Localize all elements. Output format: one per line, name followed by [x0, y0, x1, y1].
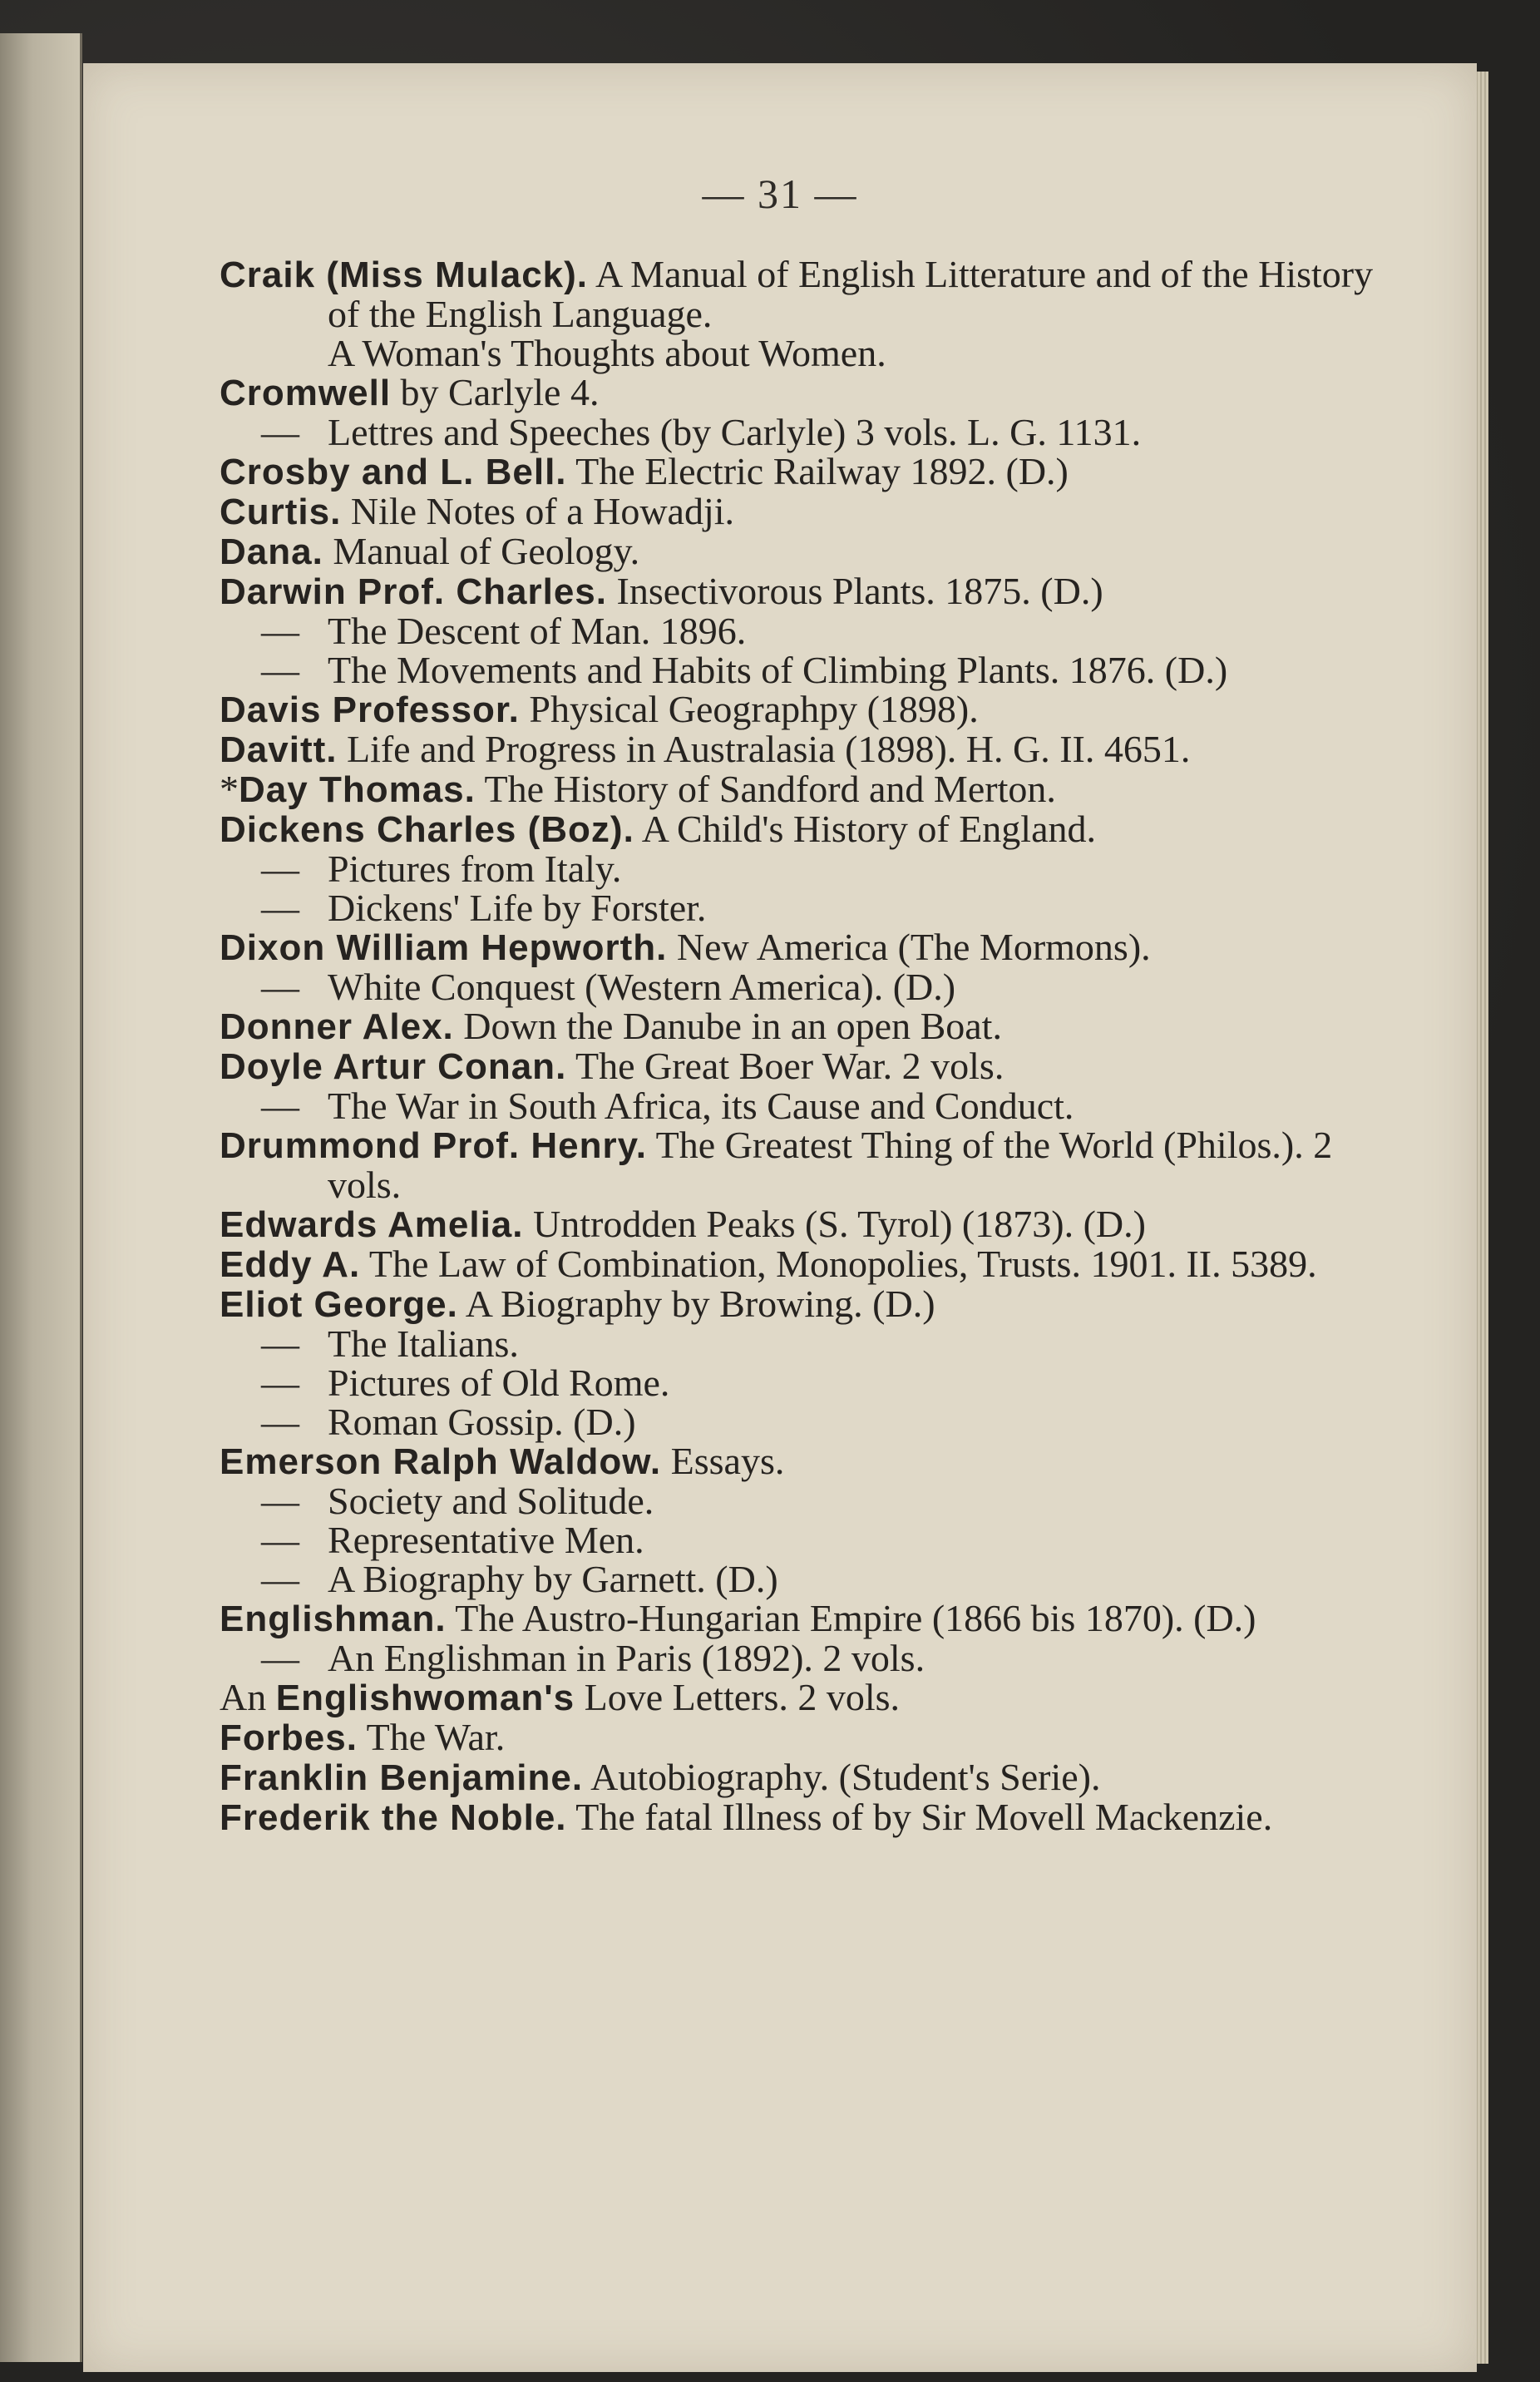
entry-text: Love Letters. 2 vols.: [575, 1676, 901, 1718]
entry-author: Dixon William Hepworth.: [220, 927, 668, 968]
entry-prefix: An: [220, 1676, 276, 1718]
entry-text: White Conquest (Western America). (D.): [328, 966, 956, 1008]
ditto-dash: —: [261, 848, 299, 890]
entry-text: Manual of Geology.: [323, 530, 640, 572]
bibliography-entry: [220, 1125, 1384, 1204]
entry-author: Davis Professor.: [220, 689, 520, 730]
entry-author: Donner Alex.: [220, 1006, 454, 1047]
entry-text: The Law of Combination, Monopolies, Trusts. 1901. II. 5389.: [360, 1243, 1317, 1285]
entry-author: Cromwell: [220, 373, 392, 413]
entry-text: Roman Gossip. (D.): [328, 1401, 636, 1443]
bibliography-entry: [220, 1441, 1384, 1481]
entry-text: Life and Progress in Australasia (1898). H. G. II. 4651.: [337, 728, 1191, 770]
entry-text: New America (The Mormons).: [667, 926, 1151, 968]
entry-text: Dickens' Life by Forster.: [328, 887, 707, 929]
bibliography-entry: [220, 1757, 1384, 1797]
ditto-dash: —: [261, 610, 299, 652]
entry-text: The Electric Railway 1892. (D.): [566, 450, 1069, 492]
entry-author: Dana.: [220, 531, 323, 572]
ditto-dash: —: [261, 1361, 299, 1404]
entry-author: Franklin Benjamine.: [220, 1757, 584, 1798]
entry-text: The War.: [357, 1716, 506, 1758]
ditto-dash: —: [261, 1085, 299, 1127]
bibliography-entry: [220, 1244, 1384, 1284]
bibliography-entry: [220, 1284, 1384, 1324]
entry-author: Englishwoman's: [275, 1678, 575, 1718]
bibliography-entry: [220, 927, 1384, 967]
entry-prefix: *: [220, 768, 239, 810]
entry-text: The History of Sandford and Merton.: [475, 768, 1056, 810]
ditto-dash: —: [261, 1519, 299, 1561]
entry-text: The fatal Illness of by Sir Movell Mackenzie.: [566, 1796, 1273, 1838]
ditto-dash: —: [261, 1558, 299, 1600]
entry-text: A Biography by Browing. (D.): [457, 1282, 935, 1325]
bibliography-entry: [220, 373, 1384, 413]
entry-text: The Movements and Habits of Climbing Plants. 1876. (D.): [328, 649, 1228, 691]
entry-author: Eliot George.: [220, 1284, 458, 1325]
entry-author: Emerson Ralph Waldow.: [220, 1441, 662, 1482]
entry-text: A Manual of English Litterature and of the History of the English Language.: [328, 253, 1374, 335]
entry-author: Doyle Artur Conan.: [220, 1046, 567, 1087]
bibliography-entry: [220, 1797, 1384, 1837]
entry-author: Crosby and L. Bell.: [220, 452, 567, 492]
entry-author: Dickens Charles (Boz).: [220, 809, 634, 850]
entry-text: The Great Boer War. 2 vols.: [566, 1045, 1004, 1087]
entry-author: Frederik the Noble.: [220, 1797, 567, 1838]
entry-author: Edwards Amelia.: [220, 1204, 524, 1245]
bibliography-entry: [220, 888, 1384, 927]
bibliography-entry: [220, 967, 1384, 1006]
entry-author: Curtis.: [220, 492, 342, 532]
entry-author: Darwin Prof. Charles.: [220, 571, 608, 612]
entry-text: Essays.: [661, 1440, 785, 1482]
ditto-dash: —: [261, 966, 299, 1008]
bibliography-entry: [220, 1006, 1384, 1046]
bibliography-entry: [220, 1678, 1384, 1717]
bibliography-entry: [220, 769, 1384, 809]
entry-text: The Austro-Hungarian Empire (1866 bis 1870). (D.): [446, 1597, 1256, 1639]
bibliography-entry: [220, 689, 1384, 729]
entry-text: by Carlyle 4.: [391, 371, 600, 413]
bibliography-entry: [220, 809, 1384, 849]
bibliography-entry: [220, 1402, 1384, 1441]
book-page: [83, 63, 1477, 2372]
entry-text: Representative Men.: [328, 1519, 644, 1561]
bibliography-entry: [220, 1520, 1384, 1559]
bibliography-entry: [220, 849, 1384, 888]
bibliography-list: [220, 255, 1384, 1837]
bibliography-entry: [220, 531, 1384, 571]
ditto-dash: —: [261, 1401, 299, 1443]
previous-page-edge: [0, 33, 82, 2362]
bibliography-entry: [220, 650, 1384, 689]
ditto-dash: —: [261, 887, 299, 929]
entry-text: A Biography by Garnett. (D.): [328, 1558, 778, 1600]
bibliography-entry: [220, 729, 1384, 769]
entry-text: Untrodden Peaks (S. Tyrol) (1873). (D.): [523, 1203, 1146, 1245]
ditto-dash: —: [261, 649, 299, 691]
bibliography-entry: [220, 1599, 1384, 1638]
entry-author: Drummond Prof. Henry.: [220, 1125, 648, 1166]
entry-author: Eddy A.: [220, 1244, 361, 1285]
bibliography-entry: [220, 1717, 1384, 1757]
bibliography-entry: [220, 1046, 1384, 1086]
entry-author: Craik (Miss Mulack).: [220, 255, 589, 295]
bibliography-entry: [220, 1559, 1384, 1599]
bibliography-entry: [220, 1086, 1384, 1125]
entry-text: Autobiography. (Student's Serie).: [583, 1756, 1101, 1798]
entry-text: Lettres and Speeches (by Carlyle) 3 vols. L. G. 1131.: [328, 411, 1142, 453]
entry-author: Forbes.: [220, 1717, 358, 1758]
bibliography-entry: [220, 1363, 1384, 1402]
entry-text: An Englishman in Paris (1892). 2 vols.: [328, 1637, 925, 1679]
bibliography-entry: [220, 413, 1384, 452]
entry-text: A Child's History of England.: [634, 808, 1097, 850]
bibliography-entry: [220, 334, 1384, 373]
entry-text: Physical Geographpy (1898).: [519, 688, 979, 730]
bibliography-entry: [220, 255, 1384, 334]
entry-text: Insectivorous Plants. 1875. (D.): [607, 570, 1103, 612]
entry-text: The War in South Africa, its Cause and Conduct.: [328, 1085, 1074, 1127]
entry-text: The Italians.: [328, 1322, 519, 1365]
entry-text: Society and Solitude.: [328, 1480, 654, 1522]
ditto-dash: —: [261, 1480, 299, 1522]
entry-text: Pictures of Old Rome.: [328, 1361, 670, 1404]
entry-author: Day Thomas.: [239, 769, 476, 810]
entry-text: The Descent of Man. 1896.: [328, 610, 747, 652]
bibliography-entry: [220, 1638, 1384, 1678]
entry-text: Down the Danube in an open Boat.: [453, 1005, 1002, 1047]
entry-text: Pictures from Italy.: [328, 848, 622, 890]
entry-text: A Woman's Thoughts about Women.: [328, 332, 886, 374]
bibliography-entry: [220, 492, 1384, 531]
ditto-dash: —: [261, 1637, 299, 1679]
bibliography-entry: [220, 1204, 1384, 1244]
entry-author: Englishman.: [220, 1599, 447, 1639]
entry-author: Davitt.: [220, 729, 338, 770]
entry-text: The Greatest Thing of the World (Philos.). 2 vols.: [328, 1124, 1333, 1206]
bibliography-entry: [220, 1481, 1384, 1520]
bibliography-entry: [220, 452, 1384, 492]
ditto-dash: —: [261, 1322, 299, 1365]
page-number: — 31 —: [702, 170, 858, 217]
ditto-dash: —: [261, 411, 299, 453]
bibliography-entry: [220, 1324, 1384, 1363]
bibliography-entry: [220, 611, 1384, 650]
bibliography-entry: [220, 571, 1384, 611]
entry-text: Nile Notes of a Howadji.: [341, 490, 735, 532]
